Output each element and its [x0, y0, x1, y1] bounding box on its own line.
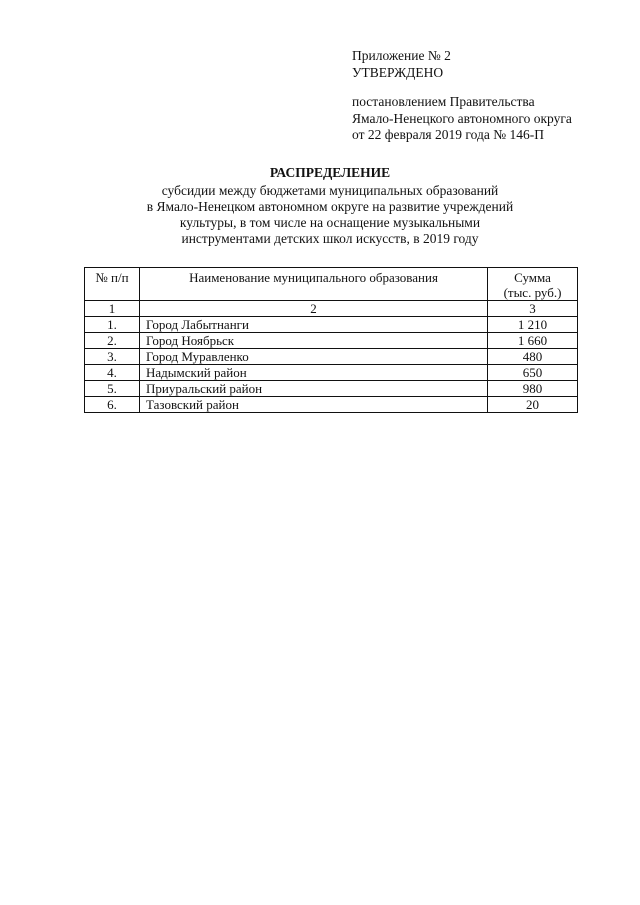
column-number-2: 2: [140, 301, 488, 317]
distribution-table: [84, 267, 578, 413]
table-header-row: [85, 268, 578, 301]
heading-line-3: культуры, в том числе на оснащение музыкальными: [179, 215, 481, 230]
heading-line-4: инструментами детских школ искусств, в 2019 году: [181, 231, 479, 246]
row-sum: 1 210: [488, 317, 578, 333]
approved-label: УТВЕРЖДЕНО: [352, 64, 444, 80]
row-name: Надымский район: [140, 365, 488, 381]
table-row: [85, 349, 578, 365]
row-name: Город Муравленко: [140, 349, 488, 365]
column-number-3: 3: [488, 301, 578, 317]
header-num: № п/п: [85, 268, 140, 301]
heading-line-2: в Ямало-Ненецком автономном округе на развитие учреждений: [146, 199, 514, 214]
decree-line-1: постановлением Правительства: [352, 94, 535, 109]
row-sum: 20: [488, 397, 578, 413]
row-name: Приуральский район: [140, 381, 488, 397]
table-row: [85, 317, 578, 333]
row-num: 3.: [85, 349, 140, 365]
decree-line-3: от 22 февраля 2019 года № 146-П: [352, 127, 544, 142]
column-number-1: 1: [85, 301, 140, 317]
heading-line-1: субсидии между бюджетами муниципальных образований: [161, 183, 499, 198]
document-title: РАСПРЕДЕЛЕНИЕ: [269, 165, 391, 180]
row-sum: 480: [488, 349, 578, 365]
header-sum-line2: (тыс. руб.): [503, 285, 562, 300]
row-name: Город Лабытнанги: [140, 317, 488, 333]
row-name: Город Ноябрьск: [140, 333, 488, 349]
header-sum: [488, 268, 578, 301]
row-name: Тазовский район: [140, 397, 488, 413]
row-num: 6.: [85, 397, 140, 413]
table-row: [85, 381, 578, 397]
row-sum: 1 660: [488, 333, 578, 349]
approval-block: [352, 48, 612, 144]
document-heading: [100, 165, 560, 247]
row-num: 4.: [85, 365, 140, 381]
row-num: 1.: [85, 317, 140, 333]
appendix-label: Приложение № 2: [352, 48, 451, 63]
header-name: Наименование муниципального образования: [140, 268, 488, 301]
table-row: [85, 365, 578, 381]
table-row: [85, 333, 578, 349]
decree-line-2: Ямало-Ненецкого автономного округа: [352, 110, 572, 126]
table-row: [85, 397, 578, 413]
header-sum-line1: Сумма: [514, 270, 551, 285]
row-num: 5.: [85, 381, 140, 397]
row-sum: 980: [488, 381, 578, 397]
row-num: 2.: [85, 333, 140, 349]
row-sum: 650: [488, 365, 578, 381]
column-numbering-row: [85, 301, 578, 317]
